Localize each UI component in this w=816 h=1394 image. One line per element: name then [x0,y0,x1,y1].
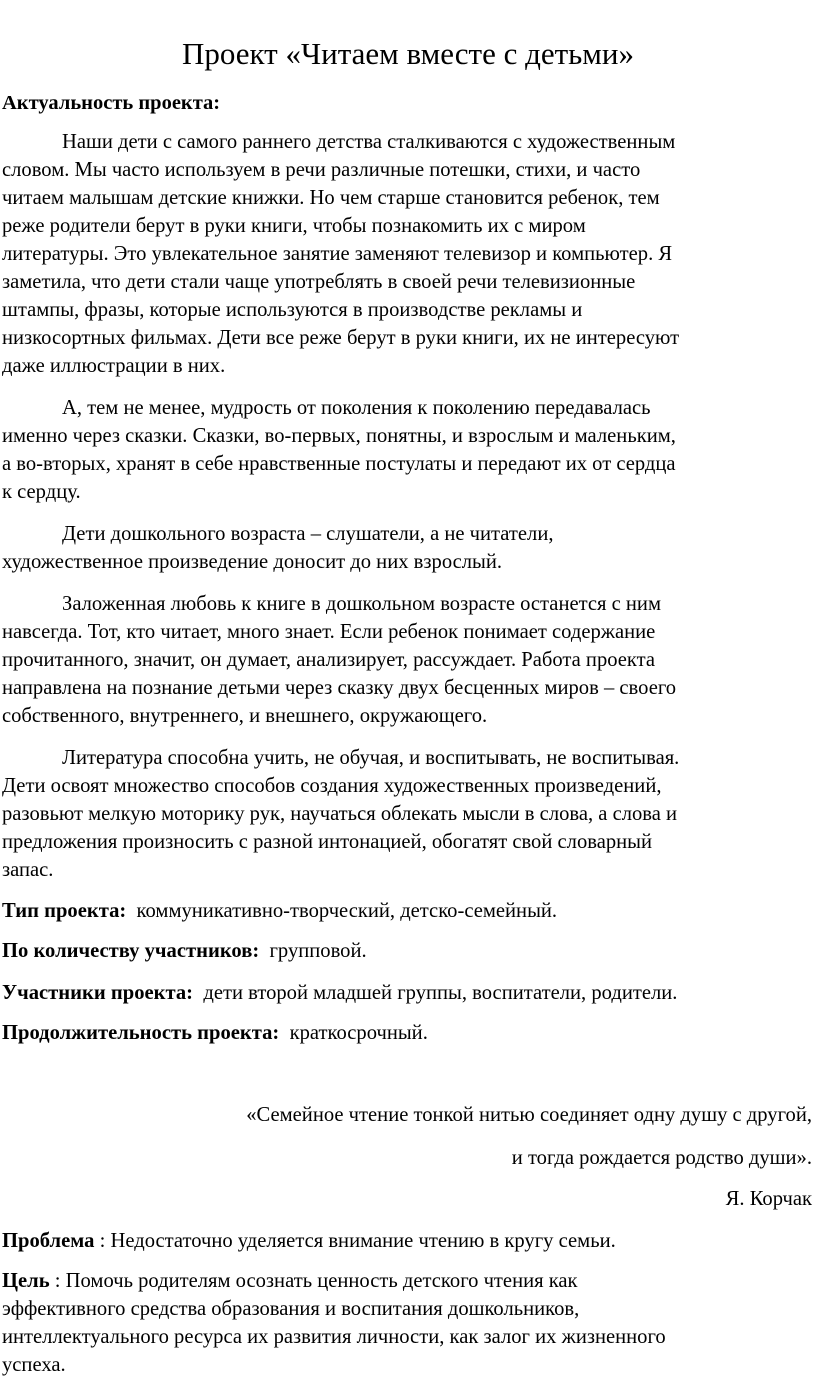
text-line [2,1267,814,1295]
paragraph-3 [2,520,814,576]
text-line: к сердцу. [2,481,81,503]
text-line: именно через сказки. Сказки, во-первых, понятны, и взрослым и маленьким, [2,425,676,447]
goal-field [2,1267,814,1379]
text-line: интеллектуального ресурса их развития личности, как залог их жизненного [2,1326,666,1348]
text-line: Дети дошкольного возраста – слушатели, а не читатели, [62,523,554,545]
text-line: предложения произносить с разной интонацией, обогатят свой словарный [2,831,653,853]
text-line: Дети освоят множество способов создания художественных произведений, [2,775,662,797]
text-line: навсегда. Тот, кто читает, много знает. Если ребенок понимает содержание [2,621,656,643]
text-line: низкосортных фильмах. Дети все реже берут в руки книги, их не интересуют [2,327,680,349]
text-line: направлена на познание детьми через сказку двух бесценных миров – своего [2,677,677,699]
text-line: читаем малышам детские книжки. Но чем старше становится ребенок, тем [2,187,660,209]
epigraph-line-1: «Семейное чтение тонкой нитью соединяет одну душу с другой, [246,1104,812,1126]
paragraph-5 [2,744,814,884]
text-line: даже иллюстрации в них. [2,355,226,377]
participants-count-field [2,937,367,965]
text-line: прочитанного, значит, он думает, анализирует, рассуждает. Работа проекта [2,649,656,671]
field-value: коммуникативно-творческий, детско-семейный. [136,900,558,922]
field-label: Цель [2,1270,50,1292]
field-separator: : [94,1230,111,1252]
field-value: дети второй младшей группы, воспитатели, родители. [203,982,678,1004]
text-line: словом. Мы часто используем в речи различные потешки, стихи, и часто [2,159,641,181]
participants-field [2,979,677,1007]
page-title: Проект «Читаем вместе с детьми» [181,36,635,71]
text-line: запас. [2,859,54,881]
field-separator: : [49,1270,66,1292]
text-line: собственного, внутреннего, и внешнего, окружающего. [2,705,488,727]
duration-field [2,1019,428,1047]
relevance-heading: Актуальность проекта: [2,92,221,114]
text-line: Наши дети с самого раннего детства сталкиваются с художественным [62,131,676,153]
text-line: Литература способна учить, не обучая, и воспитывать, не воспитывая. [62,747,680,769]
relevance-body [2,128,814,393]
field-label: По количеству участников: [2,940,260,962]
text-line: реже родители берут в руки книги, чтобы познакомить их с миром [2,215,586,237]
paragraph-4 [2,590,814,730]
text-line: А, тем не менее, мудрость от поколения к поколению передавалась [62,397,651,419]
text-line: эффективного средства образования и воспитания дошкольников, [2,1298,580,1320]
text-line: успеха. [2,1354,66,1376]
paragraph-1 [2,128,814,380]
field-value: краткосрочный. [289,1022,428,1044]
text-line: Заложенная любовь к книге в дошкольном возрасте останется с ним [62,593,661,615]
epigraph-author: Я. Корчак [725,1188,812,1210]
epigraph-line-2: и тогда рождается родство души». [511,1147,812,1169]
project-type-field [2,897,557,925]
text-line: литературы. Это увлекательное занятие заменяют телевизор и компьютер. Я [2,243,673,265]
field-label: Проблема [2,1230,95,1252]
paragraph-2 [2,394,814,506]
field-label: Тип проекта: [2,900,127,922]
field-value: групповой. [269,940,367,962]
text-line: а во-вторых, хранят в себе нравственные постулаты и передают их от сердца [2,453,676,475]
text-line: заметила, что дети стали чаще употреблять в своей речи телевизионные [2,271,636,293]
text-line: штампы, фразы, которые используются в производстве рекламы и [2,299,583,321]
problem-field [2,1227,616,1255]
field-value: Недостаточно уделяется внимание чтению в кругу семьи. [110,1230,616,1252]
field-label: Участники проекта: [2,982,194,1004]
field-label: Продолжительность проекта: [2,1022,280,1044]
text-line: разовьют мелкую моторику рук, научаться облекать мысли в слова, а слова и [2,803,678,825]
text-line: художественное произведение доносит до них взрослый. [2,551,503,573]
field-value: Помочь родителям осознать ценность детского чтения как [65,1270,578,1292]
